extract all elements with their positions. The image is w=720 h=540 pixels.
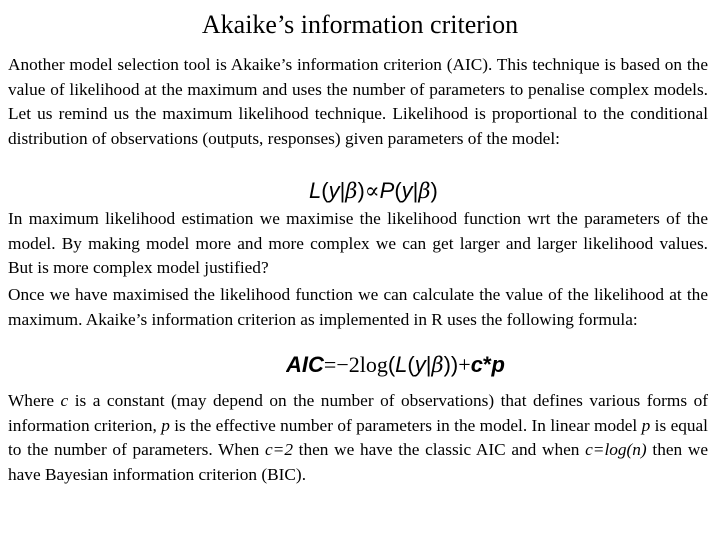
aic-formula: AIC=−2log(L(y|^ β))+c*p [286,352,526,378]
constant-explanation-paragraph: Where c is a constant (may depend on the number of observations) that defines various forms of information criterion, p is the effective number of parameters in the model. In linear model p is equal to the number of parameters. When c=2 then we have the classic AIC and when c=log(n) then we have Bayesian information criterion (BIC). [8,391,708,484]
likelihood-formula: L(y|β)∝P(y|β) [309,178,438,203]
intro-paragraph: Another model selection tool is Akaike’s information criterion (AIC). This technique is based on the value of likelihood at the maximum and uses the number of parameters to penalise complex models. Let us remind us the maximum likelihood technique. Likelihood is proportional to the conditional distribution of observations (outputs, responses) given parameters of the model: [8,55,708,148]
aic-intro-paragraph: Once we have maximised the likelihood function we can calculate the value of the likelihood at the maximum. Akaike’s information criterion as implemented in R uses the following formula: [8,285,708,329]
mle-paragraph: In maximum likelihood estimation we maximise the likelihood function wrt the parameters of the model. By making model more and more complex we can get larger and larger likelihood values. But is more complex model justified? [8,209,708,277]
page-title: Akaike’s information criterion [201,10,519,39]
